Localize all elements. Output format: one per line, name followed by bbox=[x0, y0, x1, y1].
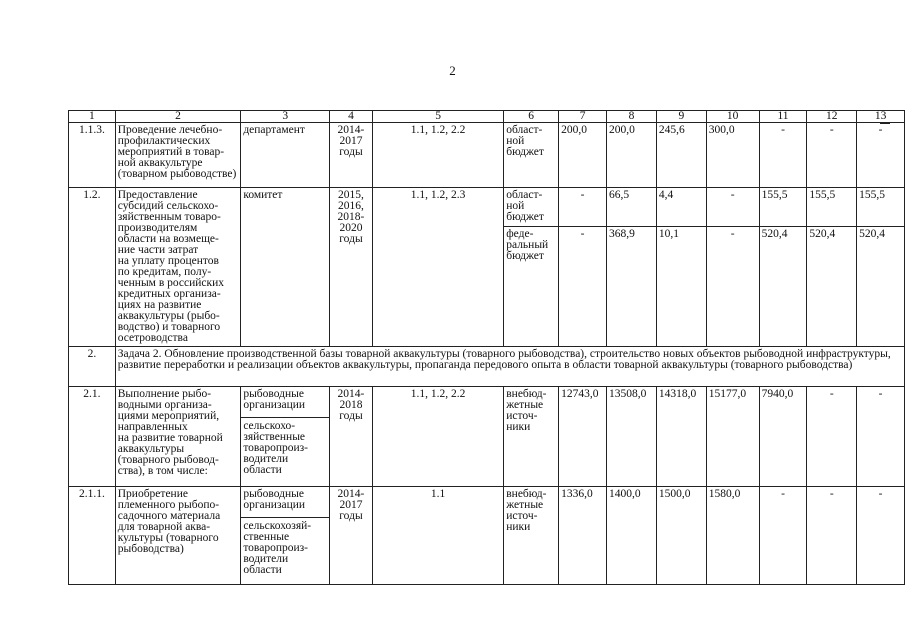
value-cell: 1580,0 bbox=[706, 487, 759, 585]
value-cell: 66,5 bbox=[607, 188, 657, 227]
table-row bbox=[69, 347, 905, 387]
column-header: 4 bbox=[330, 111, 373, 123]
item-name: Проведение лечебно- профилактических мероприятий в товар- ной аквакультуре (товарном рыбоводстве) bbox=[115, 123, 241, 188]
value-cell: 155,5 bbox=[857, 188, 905, 227]
funding-source: феде- ральный бюджет bbox=[504, 226, 559, 346]
funding-source: област- ной бюджет bbox=[504, 123, 559, 188]
column-header: 11 bbox=[759, 111, 807, 123]
value-cell: 7940,0 bbox=[759, 387, 807, 487]
indicators: 1.1, 1.2, 2.2 bbox=[372, 123, 503, 188]
value-cell: - bbox=[807, 487, 857, 585]
indicators: 1.1, 1.2, 2.3 bbox=[372, 188, 503, 347]
value-cell: 13508,0 bbox=[607, 387, 657, 487]
column-header: 13 bbox=[857, 111, 905, 123]
value-cell: - bbox=[759, 487, 807, 585]
funding-source: внебюд- жетные источ- ники bbox=[504, 387, 559, 487]
value-cell: 10,1 bbox=[656, 226, 706, 346]
column-header: 3 bbox=[241, 111, 330, 123]
item-number: 2.1. bbox=[69, 387, 116, 487]
value-cell: 4,4 bbox=[656, 188, 706, 227]
column-header: 8 bbox=[607, 111, 657, 123]
funding-source: област- ной бюджет bbox=[504, 188, 559, 227]
value-cell: 14318,0 bbox=[656, 387, 706, 487]
value-cell: 245,6 bbox=[656, 123, 706, 188]
value-cell: - bbox=[559, 188, 607, 227]
value-cell: 1500,0 bbox=[656, 487, 706, 585]
column-header: 10 bbox=[706, 111, 759, 123]
executor: сельскохозяй- ственные товаропроиз- водители области bbox=[241, 517, 329, 576]
value-cell: - bbox=[857, 123, 905, 188]
value-cell: 12743,0 bbox=[559, 387, 607, 487]
table-row bbox=[69, 188, 905, 227]
page-number: 2 bbox=[449, 63, 456, 78]
value-cell: 200,0 bbox=[607, 123, 657, 188]
item-name: Предоставление субсидий сельскохо- зяйственным товаро- производителям области на возмеще- ние части затрат на уплату процентов по кредитам, полу- ченным в российских кредитных организа- циях на развитие аквакультуры (рыбо- водство) и товарного осетроводства bbox=[115, 188, 241, 347]
value-cell: 300,0 bbox=[706, 123, 759, 188]
years: 2014- 2018 годы bbox=[330, 387, 373, 487]
value-cell: 1336,0 bbox=[559, 487, 607, 585]
table-row bbox=[69, 387, 905, 487]
column-header: 7 bbox=[559, 111, 607, 123]
value-cell: - bbox=[706, 226, 759, 346]
item-number: 1.2. bbox=[69, 188, 116, 347]
years: 2014- 2017 годы bbox=[330, 487, 373, 585]
column-header: 6 bbox=[504, 111, 559, 123]
executor: комитет bbox=[241, 188, 330, 347]
value-cell: 520,4 bbox=[807, 226, 857, 346]
value-cell: - bbox=[857, 487, 905, 585]
indicators: 1.1 bbox=[372, 487, 503, 585]
value-cell: - bbox=[706, 188, 759, 227]
value-cell: 368,9 bbox=[607, 226, 657, 346]
program-table bbox=[68, 110, 905, 585]
column-number-header-row bbox=[69, 111, 905, 123]
executor: департамент bbox=[241, 123, 330, 188]
value-cell: 520,4 bbox=[857, 226, 905, 346]
value-cell: 520,4 bbox=[759, 226, 807, 346]
value-cell: 155,5 bbox=[807, 188, 857, 227]
item-name: Выполнение рыбо- водными организа- циями мероприятий, направленных на развитие товарной аквакультуры (товарного рыбовод- ства), в том числе: bbox=[115, 387, 241, 487]
table-row bbox=[69, 487, 905, 585]
item-number: 2. bbox=[69, 347, 116, 387]
item-name: Приобретение племенного рыбопо- садочного материала для товарной аква- культуры (товарного рыбоводства) bbox=[115, 487, 241, 585]
indicators: 1.1, 1.2, 2.2 bbox=[372, 387, 503, 487]
value-cell: 155,5 bbox=[759, 188, 807, 227]
value-cell: 15177,0 bbox=[706, 387, 759, 487]
executor: сельскохо- зяйственные товаропроиз- водители области bbox=[241, 417, 329, 476]
column-header: 5 bbox=[372, 111, 503, 123]
funding-source: внебюд- жетные источ- ники bbox=[504, 487, 559, 585]
table-line-stub bbox=[880, 123, 890, 124]
years: 2014- 2017 годы bbox=[330, 123, 373, 188]
value-cell: - bbox=[759, 123, 807, 188]
executor: рыбоводные организации bbox=[243, 388, 306, 411]
item-number: 1.1.3. bbox=[69, 123, 116, 188]
table-row bbox=[69, 123, 905, 188]
column-header: 1 bbox=[69, 111, 116, 123]
value-cell: - bbox=[807, 387, 857, 487]
value-cell: 1400,0 bbox=[607, 487, 657, 585]
years: 2015, 2016, 2018- 2020 годы bbox=[330, 188, 373, 347]
task-heading: Задача 2. Обновление производственной базы товарной аквакультуры (товарного рыбоводства), строительство новых объектов рыбоводной инфраструктуры, развитие переработки и реализации объектов аквакультуры, пропаганда передового опыта в области товарной аквакультуры (товарного рыбоводства) bbox=[115, 347, 904, 387]
value-cell: 200,0 bbox=[559, 123, 607, 188]
column-header: 12 bbox=[807, 111, 857, 123]
item-number: 2.1.1. bbox=[69, 487, 116, 585]
value-cell: - bbox=[857, 387, 905, 487]
executor: рыбоводные организации bbox=[243, 488, 306, 511]
executor-cell bbox=[241, 387, 330, 487]
value-cell: - bbox=[807, 123, 857, 188]
executor-cell bbox=[241, 487, 330, 585]
column-header: 9 bbox=[656, 111, 706, 123]
value-cell: - bbox=[559, 226, 607, 346]
column-header: 2 bbox=[115, 111, 241, 123]
